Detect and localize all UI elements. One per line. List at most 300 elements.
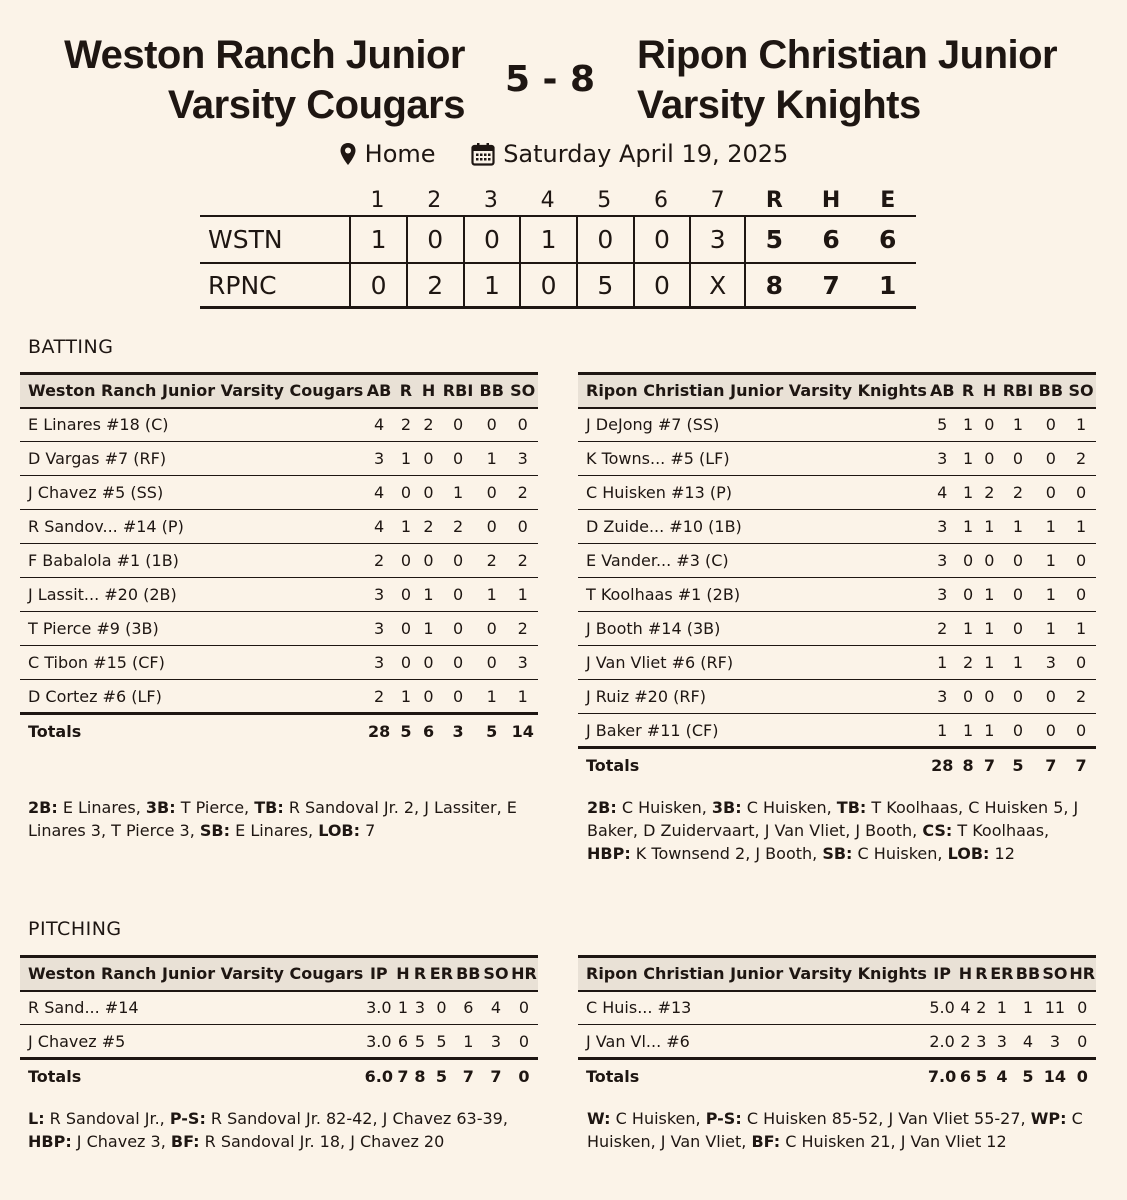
stat-cell: 1 bbox=[958, 408, 979, 442]
player-name: T Pierce #9 (3B) bbox=[20, 612, 363, 646]
stat-cell: 1 bbox=[455, 1025, 482, 1059]
stat-column-header: SO bbox=[1041, 957, 1068, 991]
player-name: D Vargas #7 (RF) bbox=[20, 442, 363, 476]
totals-cell: 14 bbox=[507, 714, 538, 748]
batting-table-home bbox=[20, 372, 538, 748]
stat-cell: 0 bbox=[476, 612, 507, 646]
note-value: C Huisken, bbox=[616, 798, 712, 817]
totals-cell: 7 bbox=[1066, 748, 1096, 782]
note-value: R Sandoval Jr. 82-42, J Chavez 63-39, bbox=[205, 1109, 508, 1128]
note-key: L: bbox=[28, 1109, 45, 1128]
stat-cell: 0 bbox=[979, 408, 1001, 442]
team-column-header: Ripon Christian Junior Varsity Knights bbox=[578, 957, 927, 991]
stat-cell: 5 bbox=[927, 408, 958, 442]
note-key: LOB: bbox=[318, 821, 361, 840]
note-key: WP: bbox=[1030, 1109, 1067, 1128]
stat-cell: 3 bbox=[1041, 1025, 1068, 1059]
stat-cell: 3.0 bbox=[363, 1025, 394, 1059]
stat-cell: 4 bbox=[363, 408, 395, 442]
inning-score: 1 bbox=[349, 217, 406, 262]
stat-cell: 5.0 bbox=[927, 991, 957, 1025]
stat-cell: 1 bbox=[1036, 578, 1067, 612]
player-name: R Sand... #14 bbox=[20, 991, 363, 1025]
stat-column-header: SO bbox=[482, 957, 510, 991]
totals-cell: 7.0 bbox=[927, 1059, 957, 1093]
errors-header: E bbox=[880, 187, 896, 213]
totals-cell: 7 bbox=[482, 1059, 510, 1093]
stat-cell: 0 bbox=[979, 544, 1001, 578]
stat-cell: 2 bbox=[417, 510, 440, 544]
stat-cell: 3 bbox=[974, 1025, 989, 1059]
stat-cell: 0 bbox=[1066, 646, 1096, 680]
game-header bbox=[0, 30, 1127, 130]
table-row bbox=[578, 408, 1096, 442]
stat-cell: 0 bbox=[1000, 714, 1035, 748]
stat-cell: 0 bbox=[440, 680, 476, 714]
stat-cell: 2 bbox=[1066, 680, 1096, 714]
stat-cell: 1 bbox=[395, 680, 417, 714]
stat-cell: 0 bbox=[1066, 714, 1096, 748]
note-key: TB: bbox=[836, 798, 867, 817]
stat-column-header: BB bbox=[1015, 957, 1042, 991]
stat-cell: 1 bbox=[1000, 646, 1035, 680]
inning-score: 5 bbox=[576, 264, 633, 306]
table-header-row bbox=[578, 957, 1096, 991]
stat-column-header: HR bbox=[1069, 957, 1096, 991]
linescore bbox=[200, 185, 916, 309]
stat-cell: 1 bbox=[958, 476, 979, 510]
stat-cell: 4 bbox=[363, 476, 395, 510]
stat-cell: 11 bbox=[1041, 991, 1068, 1025]
stat-column-header: H bbox=[979, 374, 1001, 408]
stat-cell: 5 bbox=[428, 1025, 454, 1059]
team-column-header: Weston Ranch Junior Varsity Cougars bbox=[20, 957, 363, 991]
linescore-row bbox=[200, 215, 916, 262]
stat-cell: 1 bbox=[989, 991, 1015, 1025]
table-header-row bbox=[20, 957, 538, 991]
player-name: K Towns... #5 (LF) bbox=[578, 442, 927, 476]
stat-cell: 1 bbox=[395, 442, 417, 476]
stat-cell: 3 bbox=[989, 1025, 1015, 1059]
totals-label: Totals bbox=[20, 714, 363, 748]
note-value: C Huisken, bbox=[852, 844, 948, 863]
totals-label: Totals bbox=[20, 1059, 363, 1093]
totals-row bbox=[578, 1059, 1096, 1093]
stat-cell: 0 bbox=[1066, 578, 1096, 612]
stat-cell: 0 bbox=[1066, 544, 1096, 578]
stat-cell: 1 bbox=[1000, 408, 1035, 442]
stat-cell: 0 bbox=[417, 646, 440, 680]
totals-cell: 7 bbox=[979, 748, 1001, 782]
stat-cell: 0 bbox=[395, 544, 417, 578]
stat-cell: 0 bbox=[958, 544, 979, 578]
stat-cell: 0 bbox=[1036, 714, 1067, 748]
stat-column-header: BB bbox=[476, 374, 507, 408]
stat-cell: 1 bbox=[1036, 510, 1067, 544]
stat-cell: 0 bbox=[510, 991, 538, 1025]
stat-cell: 0 bbox=[1036, 442, 1067, 476]
inning-score: 0 bbox=[406, 217, 463, 262]
player-name: J Chavez #5 bbox=[20, 1025, 363, 1059]
totals-cell: 3 bbox=[440, 714, 476, 748]
stat-column-header: IP bbox=[363, 957, 394, 991]
inning-score: 0 bbox=[576, 217, 633, 262]
stat-cell: 2 bbox=[957, 1025, 973, 1059]
linescore-row bbox=[200, 262, 916, 309]
totals-cell: 6 bbox=[957, 1059, 973, 1093]
player-name: C Huis... #13 bbox=[578, 991, 927, 1025]
stat-cell: 1 bbox=[1036, 612, 1067, 646]
batting-notes-away bbox=[587, 796, 1097, 865]
inning-score: 0 bbox=[519, 264, 576, 306]
stat-cell: 1 bbox=[958, 612, 979, 646]
stat-cell: 3 bbox=[1036, 646, 1067, 680]
linescore-header bbox=[200, 185, 916, 215]
stat-cell: 1 bbox=[507, 680, 538, 714]
totals-cell: 4 bbox=[989, 1059, 1015, 1093]
note-key: 3B: bbox=[711, 798, 742, 817]
stat-column-header: AB bbox=[363, 374, 395, 408]
stat-column-header: SO bbox=[1066, 374, 1096, 408]
stat-cell: 3.0 bbox=[363, 991, 394, 1025]
stat-column-header: R bbox=[395, 374, 417, 408]
player-name: J Van Vl... #6 bbox=[578, 1025, 927, 1059]
note-value: C Huisken, bbox=[610, 1109, 706, 1128]
note-value: T Koolhaas, bbox=[952, 821, 1050, 840]
player-name: R Sandov... #14 (P) bbox=[20, 510, 363, 544]
game-date bbox=[471, 138, 788, 170]
totals-row bbox=[20, 1059, 538, 1093]
note-value: C Huisken 85-52, J Van Vliet 55-27, bbox=[741, 1109, 1031, 1128]
totals-cell: 6 bbox=[417, 714, 440, 748]
stat-column-header: R bbox=[412, 957, 429, 991]
note-value: E Linares, bbox=[230, 821, 319, 840]
stat-cell: 2 bbox=[507, 612, 538, 646]
stat-cell: 1 bbox=[958, 714, 979, 748]
stat-cell: 0 bbox=[476, 646, 507, 680]
hits-header: H bbox=[821, 187, 841, 213]
player-name: J Chavez #5 (SS) bbox=[20, 476, 363, 510]
stat-cell: 3 bbox=[363, 442, 395, 476]
home-team-name bbox=[30, 30, 465, 130]
stat-cell: 4 bbox=[927, 476, 958, 510]
table-row bbox=[20, 408, 538, 442]
stat-cell: 3 bbox=[363, 578, 395, 612]
stat-cell: 0 bbox=[417, 544, 440, 578]
runs-total: 5 bbox=[765, 225, 784, 254]
stat-cell: 2 bbox=[507, 544, 538, 578]
pitching-table-away bbox=[578, 955, 1096, 1093]
table-row bbox=[20, 646, 538, 680]
note-value: 12 bbox=[989, 844, 1015, 863]
totals-cell: 5 bbox=[1015, 1059, 1042, 1093]
stat-cell: 2 bbox=[927, 612, 958, 646]
totals-cell: 8 bbox=[958, 748, 979, 782]
stat-cell: 3 bbox=[507, 442, 538, 476]
note-key: SB: bbox=[822, 844, 853, 863]
table-row bbox=[20, 612, 538, 646]
stat-cell: 3 bbox=[363, 612, 395, 646]
inning-header: 7 bbox=[710, 187, 725, 213]
stat-cell: 0 bbox=[507, 510, 538, 544]
player-name: J Ruiz #20 (RF) bbox=[578, 680, 927, 714]
totals-cell: 5 bbox=[1000, 748, 1035, 782]
totals-cell: 0 bbox=[510, 1059, 538, 1093]
table-row bbox=[20, 578, 538, 612]
stat-cell: 0 bbox=[417, 476, 440, 510]
game-location bbox=[339, 138, 436, 170]
inning-header: 3 bbox=[483, 187, 498, 213]
stat-cell: 2 bbox=[476, 544, 507, 578]
stat-cell: 1 bbox=[440, 476, 476, 510]
away-team-line1: Ripon Christian Junior bbox=[637, 33, 1058, 77]
player-name: C Huisken #13 (P) bbox=[578, 476, 927, 510]
hits-total: 6 bbox=[822, 225, 840, 254]
stat-cell: 1 bbox=[395, 510, 417, 544]
stat-cell: 1 bbox=[979, 646, 1001, 680]
stat-column-header: AB bbox=[927, 374, 958, 408]
stat-cell: 3 bbox=[927, 510, 958, 544]
team-column-header: Ripon Christian Junior Varsity Knights bbox=[578, 374, 927, 408]
totals-cell: 8 bbox=[412, 1059, 429, 1093]
stat-cell: 0 bbox=[1000, 680, 1035, 714]
stat-column-header: RBI bbox=[440, 374, 476, 408]
inning-header: 4 bbox=[540, 187, 555, 213]
stat-cell: 1 bbox=[958, 510, 979, 544]
note-value: C Huisken, J Van Vliet, bbox=[587, 1109, 1083, 1151]
stat-cell: 1 bbox=[958, 442, 979, 476]
stat-cell: 0 bbox=[395, 646, 417, 680]
stat-cell: 6 bbox=[394, 1025, 411, 1059]
stat-cell: 0 bbox=[979, 442, 1001, 476]
totals-row bbox=[578, 748, 1096, 782]
stat-column-header: R bbox=[974, 957, 989, 991]
stat-column-header: BB bbox=[455, 957, 482, 991]
table-row bbox=[20, 442, 538, 476]
batting-notes-home bbox=[28, 796, 548, 842]
stat-cell: 0 bbox=[476, 408, 507, 442]
totals-cell: 28 bbox=[927, 748, 958, 782]
stat-cell: 2 bbox=[974, 991, 989, 1025]
stat-cell: 3 bbox=[927, 442, 958, 476]
table-row bbox=[578, 680, 1096, 714]
note-key: 2B: bbox=[587, 798, 617, 817]
note-key: CS: bbox=[922, 821, 953, 840]
stat-cell: 0 bbox=[1000, 612, 1035, 646]
inning-header: 2 bbox=[427, 187, 442, 213]
player-name: J Booth #14 (3B) bbox=[578, 612, 927, 646]
player-name: J Baker #11 (CF) bbox=[578, 714, 927, 748]
table-row bbox=[20, 1025, 538, 1059]
note-value: J Chavez 3, bbox=[71, 1132, 171, 1151]
stat-cell: 5 bbox=[412, 1025, 429, 1059]
stat-cell: 0 bbox=[428, 991, 454, 1025]
inning-score: 1 bbox=[519, 217, 576, 262]
inning-score: 2 bbox=[406, 264, 463, 306]
stat-column-header: ER bbox=[989, 957, 1015, 991]
stat-cell: 0 bbox=[476, 476, 507, 510]
totals-cell: 5 bbox=[974, 1059, 989, 1093]
note-key: 2B: bbox=[28, 798, 58, 817]
stat-column-header: IP bbox=[927, 957, 957, 991]
stat-cell: 0 bbox=[1069, 991, 1096, 1025]
note-value: T Koolhaas, C Huisken 5, J Baker, D Zuidervaart, J Van Vliet, J Booth, bbox=[587, 798, 1079, 840]
stat-cell: 1 bbox=[476, 578, 507, 612]
player-name: D Cortez #6 (LF) bbox=[20, 680, 363, 714]
errors-total: 1 bbox=[878, 270, 897, 300]
player-name: E Linares #18 (C) bbox=[20, 408, 363, 442]
stat-cell: 1 bbox=[1015, 991, 1042, 1025]
table-row bbox=[578, 1025, 1096, 1059]
note-value: R Sandoval Jr. 2, J Lassiter, E Linares 3, T Pierce 3, bbox=[28, 798, 517, 840]
stat-cell: 0 bbox=[440, 544, 476, 578]
note-key: HBP: bbox=[28, 1132, 72, 1151]
home-team-line1: Weston Ranch Junior bbox=[64, 33, 465, 77]
stat-cell: 1 bbox=[1000, 510, 1035, 544]
pitching-section-title: PITCHING bbox=[28, 918, 122, 940]
stat-cell: 1 bbox=[507, 578, 538, 612]
stat-cell: 1 bbox=[927, 646, 958, 680]
table-row bbox=[578, 714, 1096, 748]
totals-label: Totals bbox=[578, 748, 927, 782]
table-row bbox=[578, 442, 1096, 476]
stat-column-header: HR bbox=[510, 957, 538, 991]
stat-cell: 0 bbox=[958, 578, 979, 612]
stat-cell: 0 bbox=[958, 680, 979, 714]
stat-cell: 0 bbox=[1000, 442, 1035, 476]
table-row bbox=[20, 510, 538, 544]
hits-total: 7 bbox=[822, 270, 840, 300]
totals-cell: 7 bbox=[455, 1059, 482, 1093]
date-label: Saturday April 19, 2025 bbox=[503, 140, 789, 168]
stat-cell: 1 bbox=[979, 612, 1001, 646]
table-row bbox=[578, 578, 1096, 612]
stat-cell: 0 bbox=[1000, 544, 1035, 578]
pitching-table-home bbox=[20, 955, 538, 1093]
note-value: K Townsend 2, J Booth, bbox=[630, 844, 823, 863]
stat-column-header: H bbox=[417, 374, 440, 408]
stat-cell: 2 bbox=[440, 510, 476, 544]
player-name: C Tibon #15 (CF) bbox=[20, 646, 363, 680]
stat-cell: 0 bbox=[476, 510, 507, 544]
note-value: 7 bbox=[360, 821, 376, 840]
stat-column-header: RBI bbox=[1000, 374, 1035, 408]
runs-total: 8 bbox=[765, 270, 784, 300]
stat-cell: 6 bbox=[455, 991, 482, 1025]
player-name: J Lassit... #20 (2B) bbox=[20, 578, 363, 612]
stat-cell: 0 bbox=[440, 442, 476, 476]
table-header-row bbox=[578, 374, 1096, 408]
table-row bbox=[578, 646, 1096, 680]
stat-cell: 1 bbox=[979, 714, 1001, 748]
player-name: T Koolhaas #1 (2B) bbox=[578, 578, 927, 612]
stat-cell: 0 bbox=[979, 680, 1001, 714]
away-team-name bbox=[637, 30, 1097, 130]
inning-score: 0 bbox=[463, 217, 520, 262]
stat-cell: 1 bbox=[417, 578, 440, 612]
totals-row bbox=[20, 714, 538, 748]
player-name: J Van Vliet #6 (RF) bbox=[578, 646, 927, 680]
stat-cell: 0 bbox=[440, 578, 476, 612]
stat-cell: 1 bbox=[979, 510, 1001, 544]
inning-score: 0 bbox=[633, 264, 690, 306]
inning-score: 1 bbox=[463, 264, 520, 306]
stat-column-header: BB bbox=[1036, 374, 1067, 408]
player-name: F Babalola #1 (1B) bbox=[20, 544, 363, 578]
note-key: SB: bbox=[199, 821, 231, 840]
note-value: E Linares, bbox=[57, 798, 146, 817]
note-key: TB: bbox=[254, 798, 284, 817]
game-meta bbox=[0, 138, 1127, 174]
stat-cell: 2 bbox=[363, 544, 395, 578]
inning-score: 0 bbox=[633, 217, 690, 262]
inning-header: 1 bbox=[370, 187, 385, 213]
stat-cell: 1 bbox=[1066, 408, 1096, 442]
stat-cell: 4 bbox=[1015, 1025, 1042, 1059]
stat-cell: 2 bbox=[507, 476, 538, 510]
inning-header: 6 bbox=[653, 187, 668, 213]
table-row bbox=[20, 991, 538, 1025]
stat-cell: 0 bbox=[440, 612, 476, 646]
home-team-line2: Varsity Cougars bbox=[167, 83, 465, 127]
totals-cell: 0 bbox=[1069, 1059, 1096, 1093]
table-row bbox=[578, 544, 1096, 578]
totals-cell: 7 bbox=[1036, 748, 1067, 782]
totals-cell: 5 bbox=[395, 714, 417, 748]
linescore-team: RPNC bbox=[208, 270, 277, 300]
note-key: P-S: bbox=[705, 1109, 742, 1128]
player-name: E Vander... #3 (C) bbox=[578, 544, 927, 578]
stat-cell: 1 bbox=[394, 991, 411, 1025]
stat-column-header: ER bbox=[428, 957, 454, 991]
stat-cell: 0 bbox=[395, 612, 417, 646]
totals-cell: 5 bbox=[428, 1059, 454, 1093]
stat-column-header: SO bbox=[507, 374, 538, 408]
stat-column-header: R bbox=[958, 374, 979, 408]
stat-cell: 2 bbox=[363, 680, 395, 714]
stat-cell: 1 bbox=[476, 442, 507, 476]
stat-cell: 1 bbox=[1036, 544, 1067, 578]
stat-cell: 1 bbox=[927, 714, 958, 748]
stat-cell: 1 bbox=[979, 578, 1001, 612]
table-row bbox=[20, 476, 538, 510]
team-column-header: Weston Ranch Junior Varsity Cougars bbox=[20, 374, 363, 408]
stat-cell: 0 bbox=[395, 476, 417, 510]
table-row bbox=[20, 680, 538, 714]
linescore-team: WSTN bbox=[208, 225, 283, 254]
stat-cell: 1 bbox=[476, 680, 507, 714]
note-key: P-S: bbox=[169, 1109, 206, 1128]
totals-cell: 5 bbox=[476, 714, 507, 748]
stat-cell: 3 bbox=[482, 1025, 510, 1059]
inning-score: X bbox=[689, 264, 746, 306]
table-row bbox=[578, 510, 1096, 544]
note-key: 3B: bbox=[145, 798, 176, 817]
stat-cell: 0 bbox=[1069, 1025, 1096, 1059]
location-label: Home bbox=[364, 140, 436, 168]
player-name: D Zuide... #10 (1B) bbox=[578, 510, 927, 544]
table-header-row bbox=[20, 374, 538, 408]
table-row bbox=[578, 476, 1096, 510]
totals-cell: 6.0 bbox=[363, 1059, 394, 1093]
stat-cell: 2 bbox=[1066, 442, 1096, 476]
inning-header: 5 bbox=[597, 187, 612, 213]
stat-cell: 4 bbox=[957, 991, 973, 1025]
totals-label: Totals bbox=[578, 1059, 927, 1093]
stat-cell: 1 bbox=[417, 612, 440, 646]
totals-cell: 28 bbox=[363, 714, 395, 748]
stat-column-header: H bbox=[394, 957, 411, 991]
